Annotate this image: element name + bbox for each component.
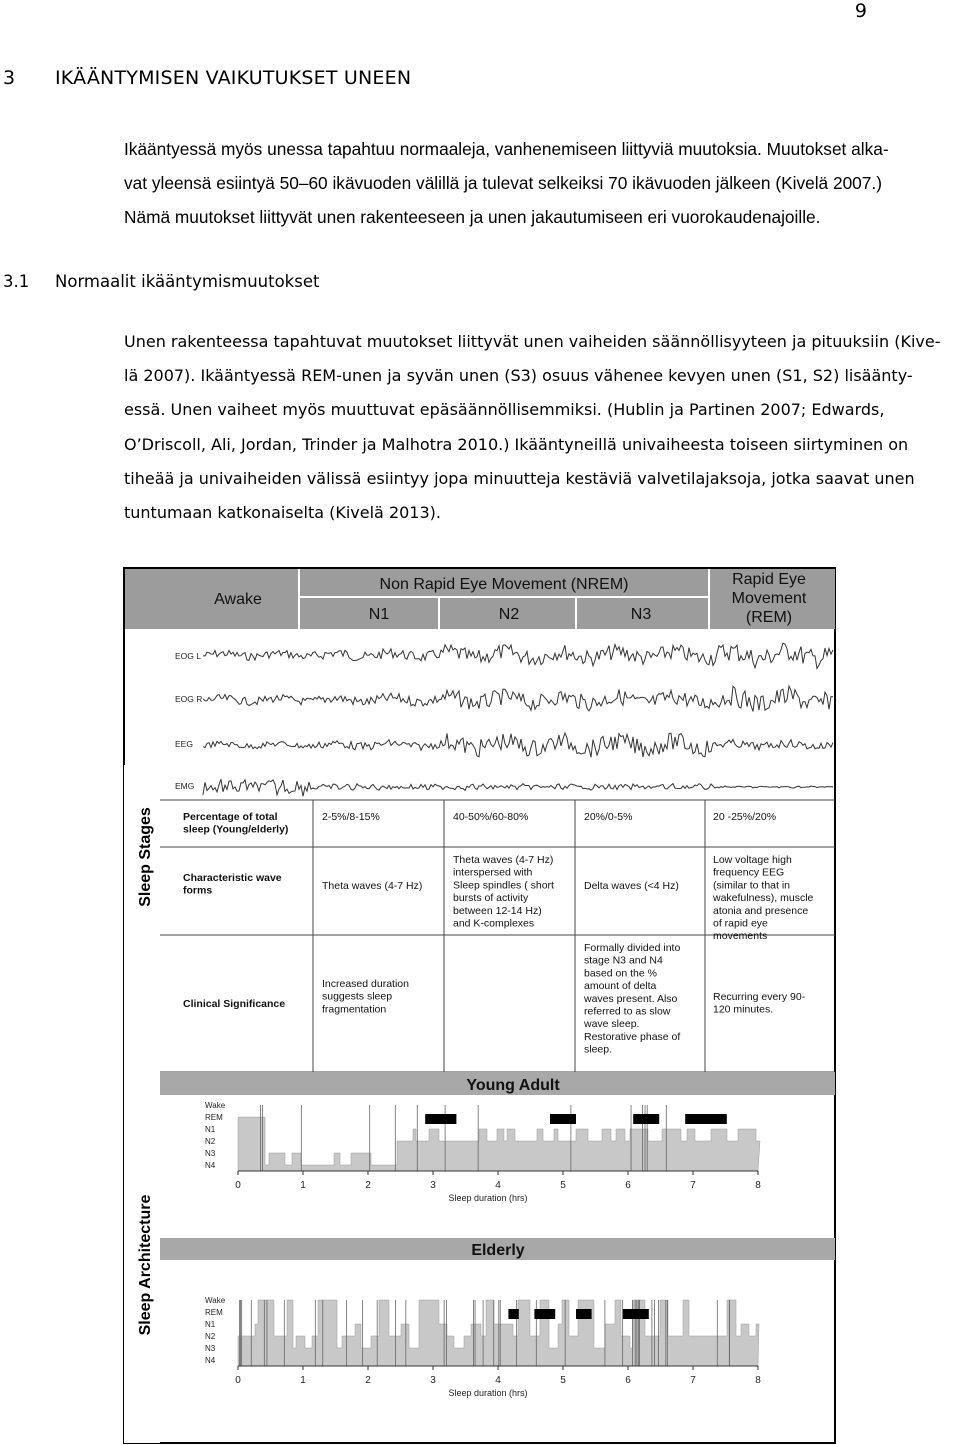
table-cell-text: Sleep spindles ( short: [453, 879, 554, 892]
x-tick-label: 2: [365, 1180, 371, 1191]
stage-label: N1: [205, 1125, 216, 1134]
paragraph-line: Nämä muutokset liittyvät unen rakenteeseen ja unen jakautumiseen eri vuorokaudenajoille.: [124, 207, 821, 227]
table-cell-text: atonia and presence: [713, 904, 809, 917]
table-cell-text: movements: [713, 930, 768, 943]
rem-block: [576, 1309, 592, 1319]
signal-label-eogr: EOG R: [175, 694, 203, 704]
chapter-title: IKÄÄNTYMISEN VAIKUTUKSET UNEEN: [55, 67, 412, 89]
header-rem-1: Rapid Eye: [732, 571, 806, 588]
signal-label-eeg: EEG: [175, 739, 193, 749]
table-cell-text: sleep (Young/elderly): [183, 823, 289, 836]
table-cell-text: Characteristic wave: [183, 872, 282, 884]
table-cell-text: 40-50%/60-80%: [453, 811, 529, 823]
table-cell-text: interspersed with: [453, 866, 533, 879]
table-cell-text: wave sleep.: [584, 1018, 640, 1031]
section-number: 3.1: [3, 272, 30, 291]
side-label-sleep-stages: Sleep Stages: [137, 807, 154, 907]
header-rem-3: (REM): [745, 609, 793, 626]
x-tick-label: 8: [755, 1375, 761, 1386]
paragraph-line: vat yleensä esiintyä 50–60 ikävuoden välillä ja tulevat selkeiksi 70 ikävuoden jälkeen (Kivelä 2007.): [124, 173, 882, 193]
paragraph-line: tiheää ja univaiheiden välissä esiintyy jopa minuutteja kestäviä valvetilajaksoja, jotka saavat unen: [124, 468, 915, 488]
stage-label: N3: [205, 1149, 216, 1158]
table-cell-text: of rapid eye: [713, 917, 768, 930]
rem-block: [425, 1114, 456, 1124]
table-cell-text: Theta waves (4-7 Hz): [322, 880, 423, 892]
x-tick-label: 2: [365, 1375, 371, 1386]
paragraph-line: Ikääntyessä myös unessa tapahtuu normaaleja, vanhenemiseen liittyviä muutoksia. Muutokset alka-: [124, 139, 889, 159]
x-tick-label: 0: [235, 1180, 241, 1191]
rem-block: [508, 1309, 518, 1319]
table-cell-text: Increased duration: [322, 978, 409, 990]
signal-label-emg: EMG: [175, 781, 195, 791]
signal-label-eogl: EOG L: [175, 651, 201, 661]
intro-paragraph: [124, 132, 934, 234]
x-tick-label: 7: [690, 1375, 696, 1386]
stage-label: Wake: [205, 1296, 226, 1305]
header-awake: Awake: [214, 591, 262, 608]
table-cell-text: suggests sleep: [322, 990, 393, 1003]
sleep-stages-figure: [123, 567, 837, 1445]
x-tick-label: 5: [560, 1375, 566, 1386]
x-axis-label: Sleep duration (hrs): [448, 1388, 528, 1398]
page-number: 9: [854, 0, 867, 22]
x-tick-label: 1: [300, 1375, 306, 1386]
header-rem-2: Movement: [731, 590, 807, 607]
x-axis-label: Sleep duration (hrs): [448, 1193, 528, 1203]
stage-label: REM: [205, 1113, 223, 1122]
elderly-title: Elderly: [471, 1242, 525, 1259]
table-cell-text: Delta waves (<4 Hz): [584, 880, 679, 892]
x-tick-label: 1: [300, 1180, 306, 1191]
stage-label: Wake: [205, 1101, 226, 1110]
section-paragraph: [124, 325, 941, 530]
x-tick-label: 5: [560, 1180, 566, 1191]
x-tick-label: 3: [430, 1180, 436, 1191]
header-n2: N2: [498, 606, 520, 623]
table-cell-text: wakefulness), muscle: [713, 892, 814, 905]
stage-label: REM: [205, 1308, 223, 1317]
table-cell-text: bursts of activity: [453, 892, 529, 905]
stage-label: N2: [205, 1332, 216, 1341]
table-cell-text: Low voltage high: [713, 854, 792, 866]
paragraph-line: essä. Unen vaiheet myös muuttuvat epäsäännöllisemmiksi. (Hublin ja Partinen 2007; Edwards,: [124, 400, 885, 420]
table-cell-text: referred to as slow: [584, 1005, 671, 1018]
young-title: Young Adult: [466, 1077, 560, 1094]
x-tick-label: 4: [495, 1180, 501, 1191]
rem-block: [685, 1114, 727, 1124]
paragraph-line: O’Driscoll, Ali, Jordan, Trinder ja Malhotra 2010.) Ikääntyneillä univaiheesta toiseen siirtyminen on: [124, 434, 909, 454]
x-tick-label: 6: [625, 1375, 631, 1386]
table-cell-text: between 12-14 Hz): [453, 904, 542, 917]
stage-label: N4: [205, 1161, 216, 1170]
rem-block: [633, 1114, 659, 1124]
header-nrem: Non Rapid Eye Movement (NREM): [379, 576, 629, 593]
table-cell-text: Restorative phase of: [584, 1030, 681, 1043]
table-cell-text: 20%/0-5%: [584, 811, 633, 823]
table-cell-text: 20 -25%/20%: [713, 811, 777, 823]
x-tick-label: 7: [690, 1180, 696, 1191]
paragraph-line: tuntumaan katkonaiselta (Kivelä 2013).: [124, 503, 441, 523]
table-cell-text: and K-complexes: [453, 917, 535, 930]
x-tick-label: 6: [625, 1180, 631, 1191]
x-tick-label: 4: [495, 1375, 501, 1386]
chapter-heading: [3, 67, 411, 89]
rem-block: [623, 1309, 649, 1319]
table-cell-text: frequency EEG: [713, 866, 785, 879]
chapter-number: 3: [3, 67, 16, 89]
table-cell-text: waves present. Also: [584, 992, 678, 1005]
section-title: Normaalit ikääntymismuutokset: [55, 272, 320, 291]
side-label-sleep-architecture: Sleep Architecture: [137, 1194, 154, 1336]
header-n3: N3: [630, 606, 652, 623]
table-cell-text: 120 minutes.: [713, 1003, 774, 1016]
table-cell-text: Recurring every 90-: [713, 991, 806, 1003]
rem-block: [534, 1309, 555, 1319]
table-cell-text: Clinical Significance: [183, 998, 286, 1010]
table-cell-text: amount of delta: [584, 980, 657, 993]
table-cell-text: Theta waves (4-7 Hz): [453, 854, 554, 866]
table-cell-text: Percentage of total: [183, 811, 278, 823]
stage-label: N1: [205, 1320, 216, 1329]
table-cell-text: 2-5%/8-15%: [322, 811, 380, 823]
x-tick-label: 0: [235, 1375, 241, 1386]
table-cell-text: fragmentation: [322, 1003, 387, 1016]
table-cell-text: stage N3 and N4: [584, 954, 663, 967]
stage-label: N2: [205, 1137, 216, 1146]
table-cell-text: (similar to that in: [713, 879, 791, 892]
header-n1: N1: [368, 606, 390, 623]
table-cell-text: based on the %: [584, 967, 657, 980]
x-tick-label: 8: [755, 1180, 761, 1191]
stage-label: N3: [205, 1344, 216, 1353]
table-cell-text: forms: [183, 884, 213, 897]
x-tick-label: 3: [430, 1375, 436, 1386]
stage-label: N4: [205, 1356, 216, 1365]
table-cell-text: Formally divided into: [584, 942, 681, 954]
paragraph-line: Unen rakenteessa tapahtuvat muutokset liittyvät unen vaiheiden säännöllisyyteen ja pituuksiin (Kive-: [124, 332, 941, 351]
paragraph-line: lä 2007). Ikääntyessä REM-unen ja syvän unen (S3) osuus vähenee kevyen unen (S1, S2) lisäänty-: [124, 366, 913, 386]
section-heading: [3, 272, 319, 291]
rem-block: [550, 1114, 576, 1124]
table-cell-text: sleep.: [584, 1043, 613, 1056]
